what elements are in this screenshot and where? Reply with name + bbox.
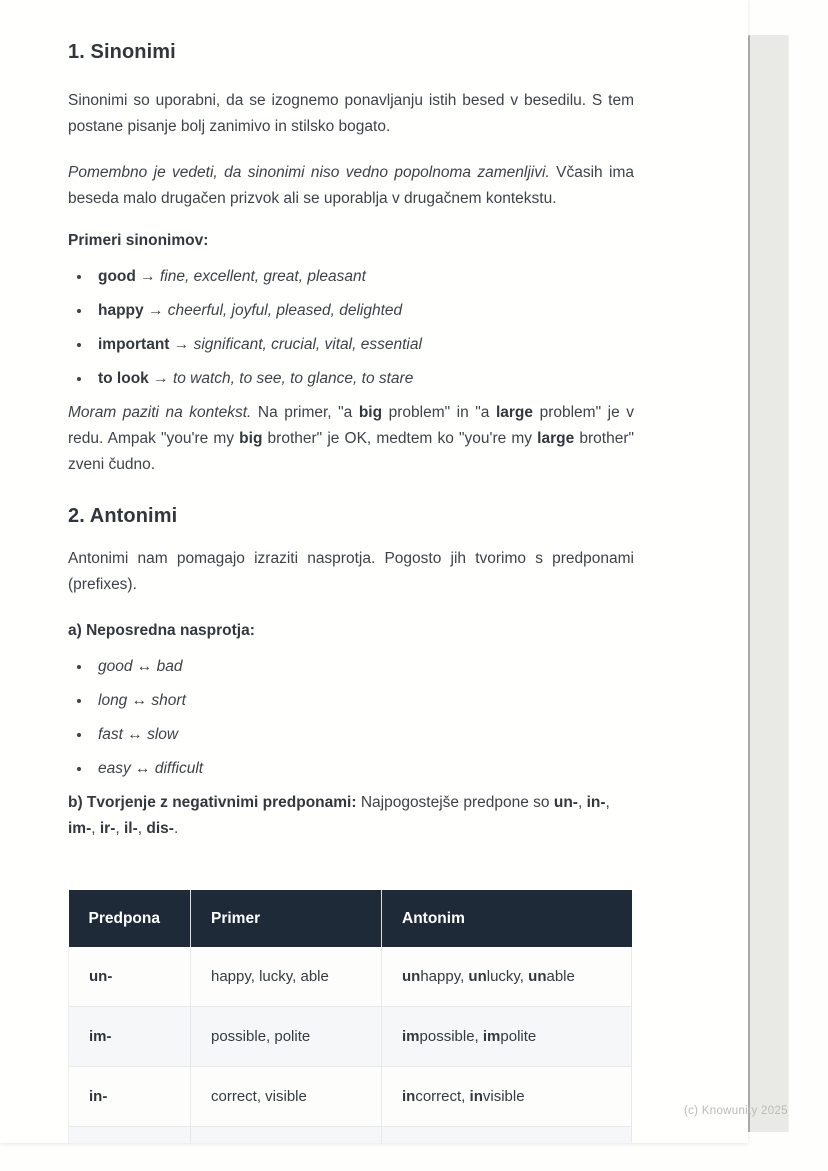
table-header-cell: Primer <box>191 890 382 947</box>
text-segment: big <box>358 404 383 421</box>
table-row <box>69 1127 632 1144</box>
prefix-table-body <box>69 947 632 1143</box>
text-segment: visible <box>482 1088 525 1105</box>
text-segment: im- <box>89 1028 112 1045</box>
text-segment: long ↔ short <box>98 692 186 709</box>
text-segment: Včasih ima beseda malo drugačen prizvok ali se uporablja v drugačnem kontekstu. <box>68 164 634 207</box>
section-sinonimi <box>68 40 634 478</box>
text-segment: → <box>135 268 160 285</box>
text-segment: , <box>115 820 124 837</box>
text-segment: to look <box>98 370 149 387</box>
antonimi-intro-paragraph <box>68 546 634 598</box>
table-cell <box>69 1127 191 1144</box>
text-segment: Moram paziti na kontekst. <box>68 404 252 421</box>
table-row <box>69 1067 632 1127</box>
text-segment: lucky, <box>486 968 529 985</box>
text-segment: possible, <box>419 1028 483 1045</box>
table-cell <box>382 947 632 1007</box>
text-segment: brother" zveni čudno. <box>68 430 634 473</box>
text-segment: important <box>98 336 170 353</box>
prefix-table-header <box>69 890 632 947</box>
text-segment: un <box>528 968 547 985</box>
text-segment: , <box>137 820 147 837</box>
text-segment: happy, <box>420 968 469 985</box>
list-item <box>92 264 634 290</box>
list-item <box>92 366 634 392</box>
table-header-row <box>69 890 632 947</box>
section-antonimi <box>68 504 634 1143</box>
table-cell <box>382 1127 632 1144</box>
table-cell <box>69 1067 191 1127</box>
sinonimi-note-paragraph <box>68 160 634 212</box>
text-segment: in- <box>89 1088 108 1105</box>
table-cell <box>382 1067 632 1127</box>
text-segment: . <box>173 820 179 837</box>
page-edge-strip <box>748 35 789 1132</box>
section-heading-sinonimi: 1. Sinonimi <box>68 41 176 63</box>
list-item <box>92 688 634 714</box>
table-header-cell: Antonim <box>382 890 632 947</box>
text-segment: un <box>468 968 487 985</box>
text-segment: significant, crucial, vital, essential <box>193 336 422 353</box>
text-segment: cheerful, joyful, pleased, delighted <box>167 302 403 319</box>
text-segment: to watch, to see, to glance, to stare <box>172 370 414 387</box>
table-cell <box>191 1007 382 1067</box>
text-segment: fast ↔ slow <box>98 726 179 743</box>
text-segment: im- <box>68 820 92 837</box>
text-segment: Antonimi nam pomagajo izraziti nasprotja. Pogosto jih tvorimo s predponami (prefixes). <box>68 550 634 593</box>
list-item <box>92 756 634 782</box>
text-segment: → <box>169 336 194 353</box>
table-cell <box>191 1127 382 1144</box>
sinonimi-intro-paragraph <box>68 88 634 140</box>
text-segment: large <box>495 404 534 421</box>
text-segment: correct, <box>415 1088 470 1105</box>
prefix-intro-paragraph <box>68 790 634 842</box>
text-segment: polite <box>500 1028 537 1045</box>
text-segment: il- <box>124 820 138 837</box>
list-item <box>92 722 634 748</box>
text-segment: fine, excellent, great, pleasant <box>160 268 366 285</box>
text-segment: → <box>148 370 173 387</box>
text-segment: → <box>143 302 168 319</box>
text-segment: ir- <box>99 820 116 837</box>
antonym-pairs-list <box>68 654 634 782</box>
text-segment: big <box>239 430 263 447</box>
text-segment: un- <box>89 968 113 985</box>
text-segment: large <box>537 430 575 447</box>
text-segment: happy, lucky, able <box>211 968 329 985</box>
text-segment: b) Tvorjenje z negativnimi predponami: <box>68 794 357 811</box>
text-segment: good <box>98 268 136 285</box>
synonym-examples-list <box>68 264 634 392</box>
text-segment: un <box>402 968 421 985</box>
text-segment: , <box>577 794 587 811</box>
table-cell <box>382 1007 632 1067</box>
watermark: (c) Knowunity 2025 <box>684 1105 788 1117</box>
text-segment: , <box>605 794 610 811</box>
table-cell <box>191 1067 382 1127</box>
text-segment: good ↔ bad <box>98 658 183 675</box>
text-segment: Pomembno je vedeti, da sinonimi niso vedno popolnoma zamenljivi. <box>68 164 550 181</box>
list-item <box>92 654 634 680</box>
table-row <box>69 947 632 1007</box>
text-segment: brother" je OK, medtem ko "you're my <box>262 430 538 447</box>
table-cell <box>191 947 382 1007</box>
text-segment: un- <box>553 794 578 811</box>
text-segment: , <box>91 820 100 837</box>
text-segment: easy ↔ difficult <box>98 760 204 777</box>
examples-list-title: Primeri sinonimov: <box>68 232 209 249</box>
list-item <box>92 298 634 324</box>
section-heading-antonimi: 2. Antonimi <box>68 505 178 527</box>
text-segment: Najpogostejše predpone so <box>356 794 554 811</box>
text-segment: able <box>546 968 575 985</box>
text-segment: happy <box>98 302 144 319</box>
table-header-cell: Predpona <box>69 890 191 947</box>
text-segment: Na primer, "a <box>251 404 359 421</box>
text-segment: im <box>482 1028 501 1045</box>
list-item <box>92 332 634 358</box>
prefix-table <box>68 890 632 1143</box>
context-note-paragraph <box>68 400 634 478</box>
text-segment: in <box>402 1088 416 1105</box>
text-segment: correct, visible <box>211 1088 307 1105</box>
text-segment: Sinonimi so uporabni, da se izognemo ponavljanju istih besed v besedilu. S tem postane pisanje bolj zanimivo in stilsko bogato. <box>68 92 634 135</box>
text-segment: dis- <box>146 820 174 837</box>
direct-opposites-title: a) Neposredna nasprotja: <box>68 622 255 639</box>
table-cell <box>69 947 191 1007</box>
text-segment: in <box>469 1088 483 1105</box>
text-segment: im <box>402 1028 420 1045</box>
table-row <box>69 1007 632 1067</box>
text-segment: in- <box>586 794 606 811</box>
text-segment: problem" je v redu. Ampak "you're my <box>68 404 634 447</box>
text-segment: possible, polite <box>211 1028 311 1045</box>
table-cell <box>69 1007 191 1067</box>
text-segment: problem" in "a <box>382 404 496 421</box>
